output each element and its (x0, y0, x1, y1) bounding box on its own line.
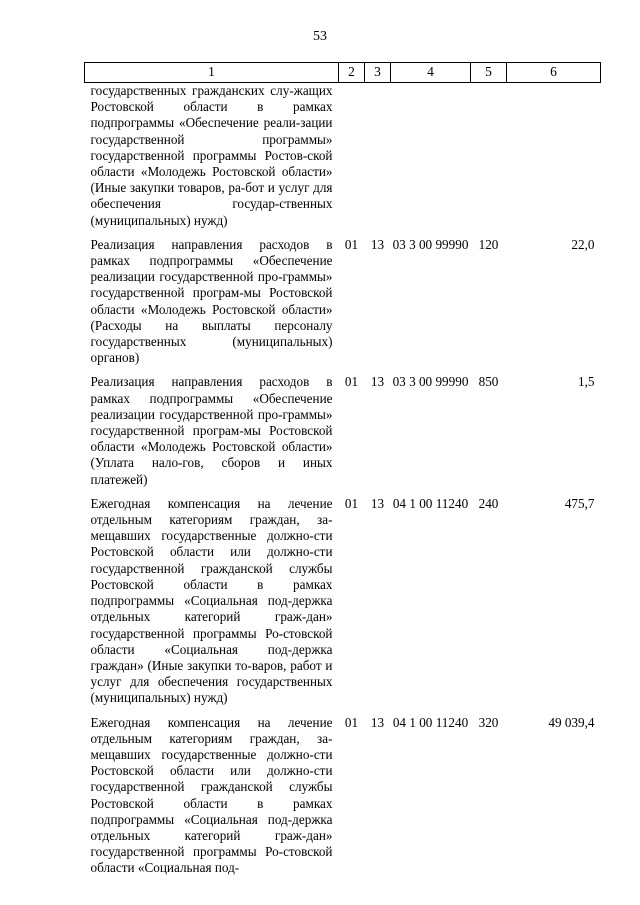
row-section-code: 01 (344, 714, 359, 730)
row-amount: 22,0 (571, 236, 595, 252)
row-target-code: 03 3 00 99990 (392, 236, 469, 252)
row-amount: 475,7 (564, 495, 595, 511)
row-subsection-code: 13 (370, 714, 385, 730)
row-expense-type-code: 320 (478, 714, 499, 730)
column-header-6: 6 (507, 63, 601, 83)
row-description: Реализация направления расходов в рамках подпрограммы «Обеспечение реализации государственной про-граммы» государственной програм-мы Ростовской области «Молодежь Ростовской области» (Уплата нало-гов, сборов и иных платежей) (90, 374, 333, 487)
row-description: Реализация направления расходов в рамках подпрограммы «Обеспечение реализации государственной про-граммы» государственной програм-мы Ростовской области «Молодежь Ростовской области» (Расходы на выплаты персоналу государственных (муниципальных) органов) (90, 236, 333, 366)
column-header-1: 1 (85, 63, 339, 83)
row-amount (507, 83, 601, 237)
row-subsection-code: 13 (370, 495, 385, 511)
row-subsection-code (365, 83, 391, 237)
table-row (85, 715, 601, 877)
row-amount: 49 039,4 (548, 714, 595, 730)
column-header-4: 4 (391, 63, 471, 83)
page-number: 53 (313, 29, 327, 44)
row-subsection-code: 13 (370, 236, 385, 252)
column-header-5: 5 (471, 63, 507, 83)
row-description: Ежегодная компенсация на лечение отдельным категориям граждан, за-мещавших государственные должно-сти Ростовской области или должно-сти государственной гражданской службы Ростовской области в рамках подпрограммы «Социальная под-держка отдельных категорий граж-дан» государственной программы Ро-стовской области «Социальная под- (90, 714, 333, 876)
row-expense-type-code: 120 (478, 236, 499, 252)
table-row (85, 374, 601, 495)
row-section-code: 01 (344, 495, 359, 511)
row-target-code: 03 3 00 99990 (392, 374, 469, 390)
row-section-code: 01 (344, 236, 359, 252)
row-description: Ежегодная компенсация на лечение отдельным категориям граждан, за-мещавших государственные должно-сти Ростовской области или должно-сти государственной гражданской службы Ростовской области в рамках подпрограммы «Социальная под-держка отдельных категорий граж-дан» государственной программы Ро-стовской области «Социальная под-держка граждан» (Иные закупки то-варов, работ и услуг для обеспечения государственных (муниципальных) нужд) (90, 495, 333, 706)
row-expense-type-code: 240 (478, 495, 499, 511)
row-target-code: 04 1 00 11240 (392, 714, 469, 730)
table-row (85, 237, 601, 375)
row-subsection-code: 13 (370, 374, 385, 390)
table-row (85, 83, 601, 237)
row-expense-type-code (471, 83, 507, 237)
row-description: государственных гражданских слу-жащих Ростовской области в рамках подпрограммы «Обеспечение реали-зации государственной программы» государственной программы Ростов-ской области «Молодежь Ростовской области» (Иные закупки товаров, ра-бот и услуг для обеспечения государ-ственных (муниципальных) нужд) (90, 83, 333, 228)
row-section-code (339, 83, 365, 237)
column-header-3: 3 (365, 63, 391, 83)
row-section-code: 01 (344, 374, 359, 390)
budget-table (84, 62, 601, 877)
table-header-row (85, 63, 601, 83)
table-row (85, 496, 601, 715)
row-expense-type-code: 850 (478, 374, 499, 390)
row-amount: 1,5 (578, 374, 595, 390)
row-target-code: 04 1 00 11240 (392, 495, 469, 511)
column-header-2: 2 (339, 63, 365, 83)
row-target-code (391, 83, 471, 237)
